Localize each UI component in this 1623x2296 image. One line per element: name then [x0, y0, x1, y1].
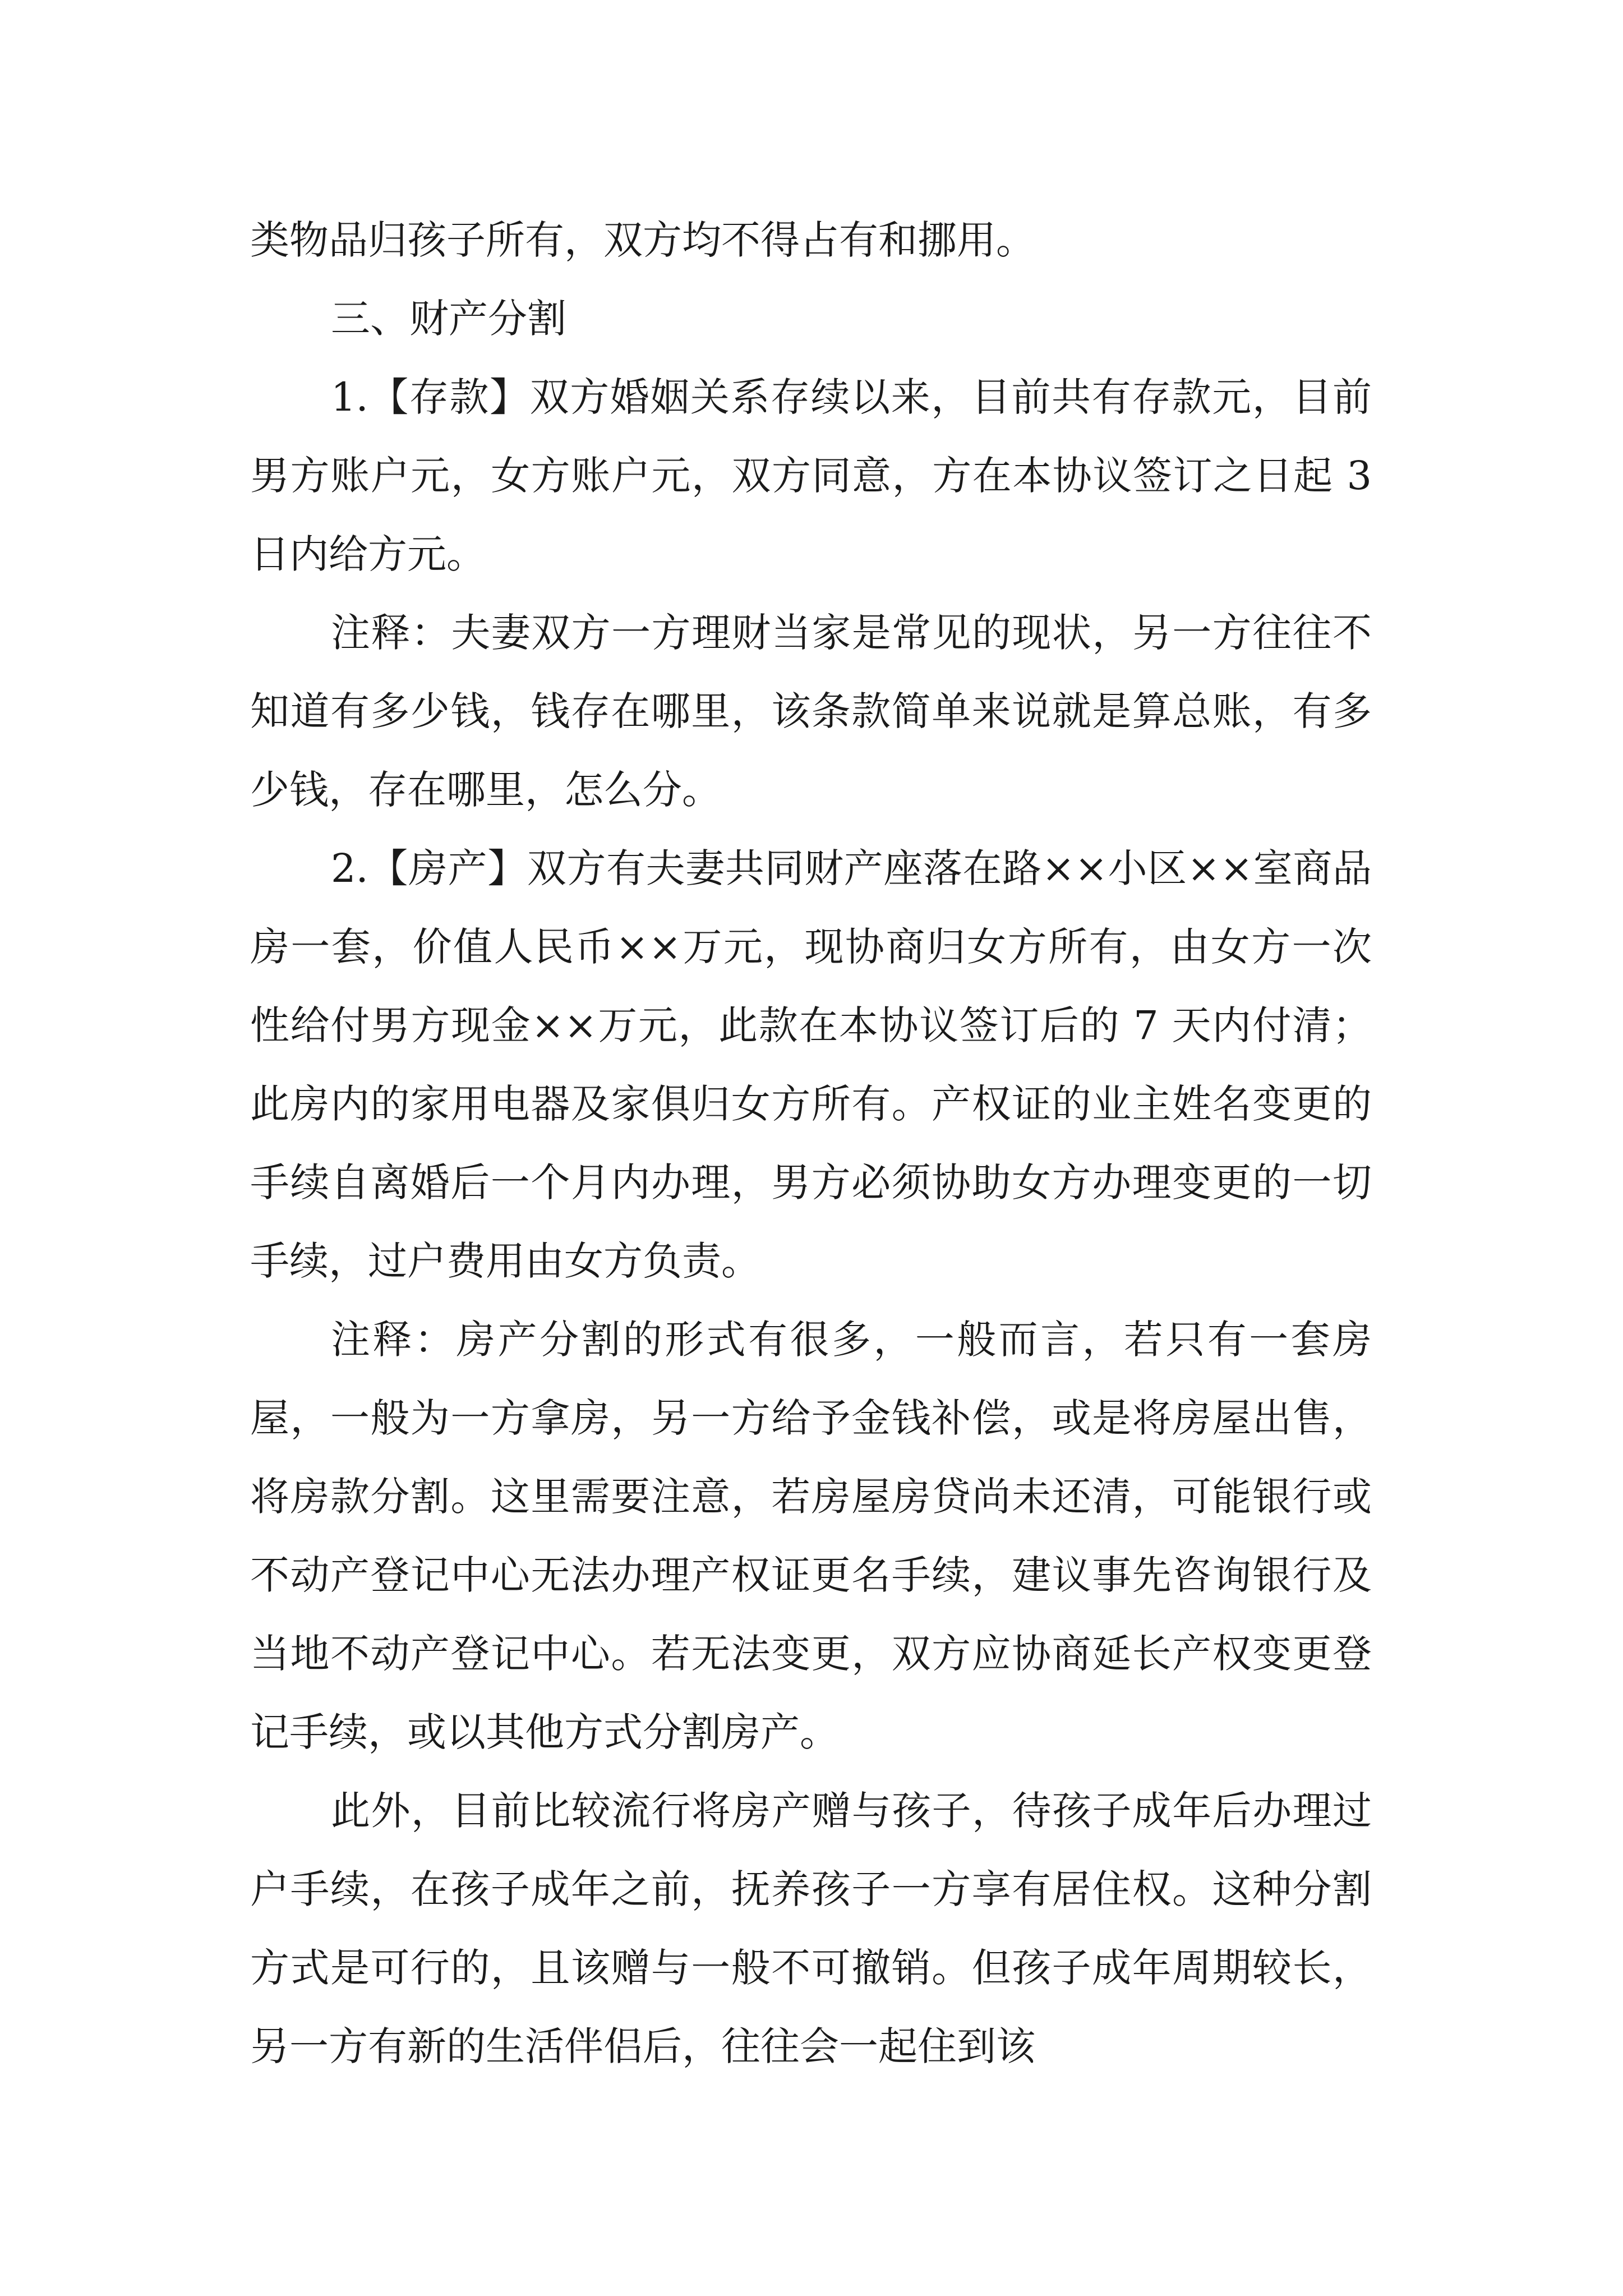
paragraph-continuation: 类物品归孩子所有，双方均不得占有和挪用。	[250, 217, 1035, 263]
clause-savings: 1.【存款】双方婚姻关系存续以来，目前共有存款元，目前男方账户元，女方账户元，双方同意，方在本协议签订之日起 3 日内给方元。	[250, 374, 1372, 577]
paragraph-gift-to-child: 此外，目前比较流行将房产赠与孩子，待孩子成年后办理过户手续，在孩子成年之前，抚养孩子一方享有居住权。这种分割方式是可行的，且该赠与一般不可撤销。但孩子成年周期较长，另一方有新的生活伴侣后，往往会一起住到该	[250, 1788, 1372, 2069]
note-real-estate: 注释：房产分割的形式有很多，一般而言，若只有一套房屋，一般为一方拿房，另一方给予金钱补偿，或是将房屋出售，将房款分割。这里需要注意，若房屋房贷尚未还清，可能银行或不动产登记中心无法办理产权证更名手续，建议事先咨询银行及当地不动产登记中心。若无法变更，双方应协商延长产权变更登记手续，或以其他方式分割房产。	[250, 1317, 1372, 1755]
document-body	[250, 201, 1372, 2086]
note-savings: 注释：夫妻双方一方理财当家是常见的现状，另一方往往不知道有多少钱，钱存在哪里，该条款简单来说就是算总账，有多少钱，存在哪里，怎么分。	[250, 610, 1372, 813]
section-heading-property-division: 三、财产分割	[331, 296, 566, 342]
clause-real-estate: 2.【房产】双方有夫妻共同财产座落在路××小区××室商品房一套，价值人民币××万元，现协商归女方所有，由女方一次性给付男方现金××万元，此款在本协议签订后的 7 天内付清；此房内的家用电器及家俱归女方所有。产权证的业主姓名变更的手续自离婚后一个月内办理，男方必须协助女方办理变更的一切手续，过户费用由女方负责。	[250, 845, 1372, 1284]
